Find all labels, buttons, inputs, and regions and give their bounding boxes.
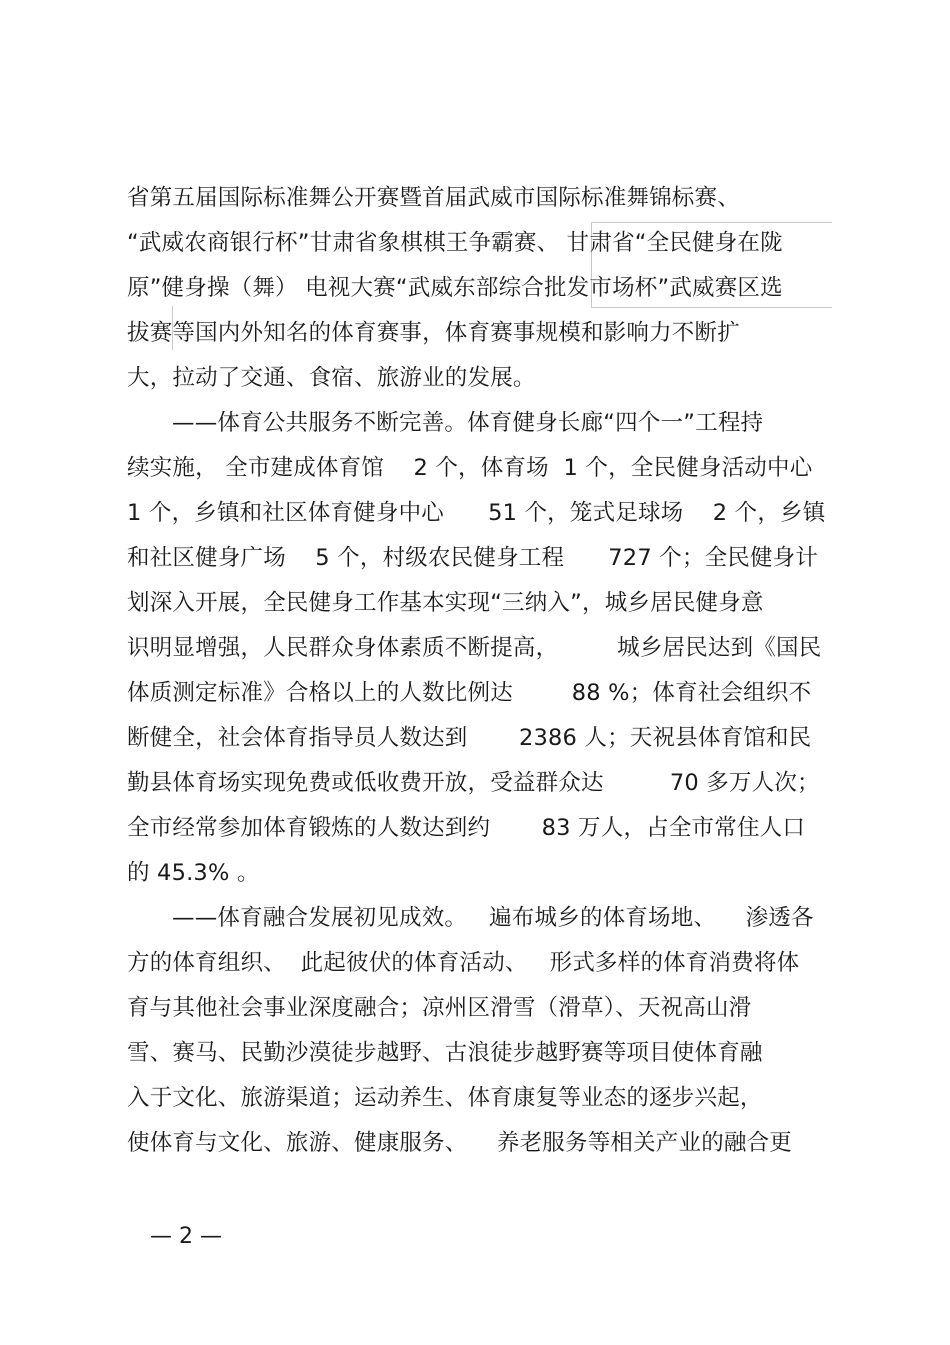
- paragraph-line: 识明显增强，人民群众身体素质不断提高， 城乡居民达到《国民: [127, 635, 822, 661]
- paragraph-line: 入于文化、旅游渠道；运动养生、体育康复等业态的逐步兴起，: [127, 1085, 763, 1111]
- section-heading-line: ——体育公共服务不断完善。体育健身长廊“四个一”工程持: [172, 410, 764, 436]
- paragraph-line: 断健全，社会体育指导员人数达到 2386 人；天祝县体育馆和民: [127, 725, 812, 751]
- paragraph-line: 原”健身操（舞） 电视大赛“武威东部综合批发市场杯”武威赛区选: [127, 275, 783, 301]
- section-heading-line: ——体育融合发展初见成效。 遍布城乡的体育场地、 渗透各: [172, 905, 814, 931]
- paragraph-line: 划深入开展，全民健身工作基本实现“三纳入”，城乡居民健身意: [127, 590, 764, 616]
- paragraph-line: 拔赛等国内外知名的体育赛事，体育赛事规模和影响力不断扩: [127, 320, 740, 346]
- paragraph-line: 雪、赛马、民勤沙漠徒步越野、古浪徒步越野赛等项目使体育融: [127, 1040, 763, 1066]
- paragraph-line: 省第五届国际标准舞公开赛暨首届武威市国际标准舞锦标赛、: [127, 185, 740, 211]
- paragraph-line: 的 45.3% 。: [127, 860, 260, 886]
- paragraph-line: “武威农商银行杯”甘肃省象棋棋王争霸赛、 甘肃省“全民健身在陇: [127, 230, 783, 256]
- paragraph-line: 方的体育组织、 此起彼伏的体育活动、 形式多样的体育消费将体: [127, 950, 800, 976]
- paragraph-line: 使体育与文化、旅游、健康服务、 养老服务等相关产业的融合更: [127, 1130, 793, 1156]
- paragraph-line: 勤县体育场实现免费或低收费开放，受益群众达 70 多万人次；: [127, 770, 820, 796]
- paragraph-line: 大，拉动了交通、食宿、旅游业的发展。: [127, 365, 536, 391]
- paragraph-line: 1 个，乡镇和社区体育健身中心 51 个，笼式足球场 2 个，乡镇: [127, 500, 826, 526]
- paragraph-line: 育与其他社会事业深度融合；凉州区滑雪（滑草）、天祝高山滑: [127, 995, 752, 1021]
- paragraph-line: 和社区健身广场 5 个，村级农民健身工程 727 个；全民健身计: [127, 545, 819, 571]
- paragraph-line: 全市经常参加体育锻炼的人数达到约 83 万人，占全市常住人口: [127, 815, 806, 841]
- page-number: — 2 —: [150, 1224, 222, 1249]
- paragraph-line: 续实施， 全市建成体育馆 2 个，体育场 1 个，全民健身活动中心: [127, 455, 813, 481]
- paragraph-line: 体质测定标准》合格以上的人数比例达 88 %；体育社会组织不: [127, 680, 812, 706]
